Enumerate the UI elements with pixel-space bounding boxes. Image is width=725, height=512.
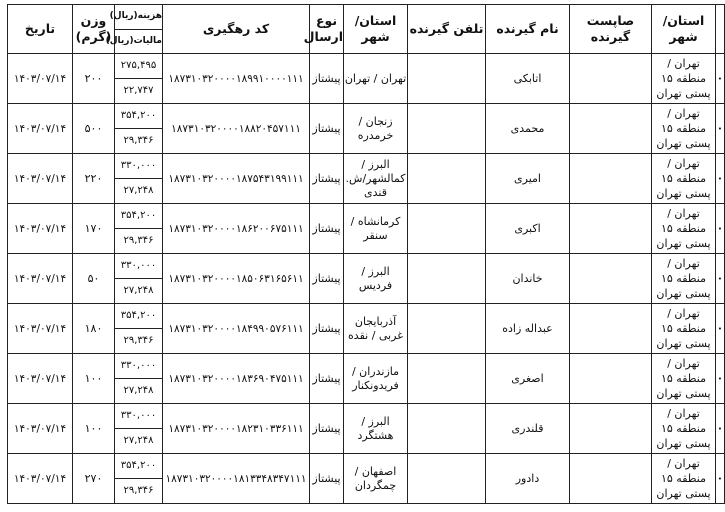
weight-cell: ۱۸۰ [73, 304, 115, 354]
phone-cell [408, 254, 486, 304]
tracking-code-cell: ۱۸۷۳۱۰۳۲۰۰۰۰۱۸۲۳۱۰۳۳۶۱۱۱ [163, 404, 310, 454]
cost-cell: ۳۵۴,۲۰۰ [115, 204, 163, 229]
sender-receiver-cell [570, 204, 652, 254]
tax-cell: ۲۷,۲۴۸ [115, 179, 163, 204]
tracking-code-cell: ۱۸۷۳۱۰۳۲۰۰۰۰۱۸۱۳۳۴۸۳۴۷۱۱۱ [163, 454, 310, 504]
weight-cell: ۱۷۰ [73, 204, 115, 254]
tracking-code-cell: ۱۸۷۳۱۰۳۲۰۰۰۰۱۸۶۲۰۰۶۷۵۱۱۱ [163, 204, 310, 254]
cost-cell: ۳۳۰,۰۰۰ [115, 404, 163, 429]
phone-cell [408, 204, 486, 254]
tax-cell: ۲۹,۳۴۶ [115, 229, 163, 254]
sender-receiver-cell [570, 254, 652, 304]
table-row [8, 404, 725, 429]
tax-cell: ۲۷,۲۴۸ [115, 379, 163, 404]
origin-cell: تهران / منطقه ۱۵ پستی تهران [652, 104, 716, 154]
row-marker: • [716, 354, 725, 404]
table-row [8, 304, 725, 329]
cost-cell: ۳۵۴,۲۰۰ [115, 454, 163, 479]
origin-cell: تهران / منطقه ۱۵ پستی تهران [652, 304, 716, 354]
date-header: تاریخ [8, 5, 73, 54]
phone-header: تلفن گیرنده [408, 5, 486, 54]
table-row [8, 154, 725, 179]
origin-cell: تهران / منطقه ۱۵ پستی تهران [652, 254, 716, 304]
origin-cell: تهران / منطقه ۱۵ پستی تهران [652, 354, 716, 404]
tax-header: مالیات(ریال) [115, 29, 163, 54]
weight-cell: ۲۲۰ [73, 154, 115, 204]
tracking-code-cell: ۱۸۷۳۱۰۳۲۰۰۰۰۱۸۷۵۴۳۱۹۹۱۱۱ [163, 154, 310, 204]
cost-cell: ۳۳۰,۰۰۰ [115, 254, 163, 279]
send-type-header: نوع ارسال [310, 5, 344, 54]
phone-cell [408, 54, 486, 104]
phone-cell [408, 354, 486, 404]
send-type-cell: پیشتاز [310, 454, 344, 504]
row-marker: • [716, 304, 725, 354]
destination-header: استان/ شهر [344, 5, 408, 54]
cost-cell: ۲۷۵,۴۹۵ [115, 54, 163, 79]
cost-cell: ۳۳۰,۰۰۰ [115, 154, 163, 179]
sender-receiver-cell [570, 54, 652, 104]
weight-cell: ۵۰ [73, 254, 115, 304]
phone-cell [408, 454, 486, 504]
date-cell: ۱۴۰۳/۰۷/۱۴ [8, 104, 73, 154]
send-type-cell: پیشتاز [310, 404, 344, 454]
send-type-cell: پیشتاز [310, 254, 344, 304]
shipment-table-container [7, 4, 724, 504]
sender-receiver-cell [570, 354, 652, 404]
row-marker: • [716, 54, 725, 104]
table-row [8, 54, 725, 79]
tracking-code-cell: ۱۸۷۳۱۰۳۲۰۰۰۰۱۸۸۲۰۴۵۷۱۱۱ [163, 104, 310, 154]
cost-cell: ۳۵۴,۲۰۰ [115, 104, 163, 129]
origin-cell: تهران / منطقه ۱۵ پستی تهران [652, 154, 716, 204]
date-cell: ۱۴۰۳/۰۷/۱۴ [8, 204, 73, 254]
destination-cell: البرز / هشتگرد [344, 404, 408, 454]
tax-cell: ۲۹,۳۴۶ [115, 129, 163, 154]
cost-header: هزینه(ریال) [115, 5, 163, 30]
destination-cell: البرز / کمالشهر/ش. قندی [344, 154, 408, 204]
recipient-name-header: نام گیرنده [486, 5, 570, 54]
weight-cell: ۲۷۰ [73, 454, 115, 504]
recipient-name-cell: محمدی [486, 104, 570, 154]
phone-cell [408, 304, 486, 354]
recipient-name-cell: اصغری [486, 354, 570, 404]
phone-cell [408, 104, 486, 154]
cost-cell: ۳۳۰,۰۰۰ [115, 354, 163, 379]
sender-receiver-cell [570, 104, 652, 154]
recipient-name-cell: دادور [486, 454, 570, 504]
phone-cell [408, 154, 486, 204]
tax-cell: ۲۷,۲۴۸ [115, 279, 163, 304]
date-cell: ۱۴۰۳/۰۷/۱۴ [8, 454, 73, 504]
date-cell: ۱۴۰۳/۰۷/۱۴ [8, 254, 73, 304]
date-cell: ۱۴۰۳/۰۷/۱۴ [8, 54, 73, 104]
origin-cell: تهران / منطقه ۱۵ پستی تهران [652, 454, 716, 504]
table-body [8, 54, 725, 504]
send-type-cell: پیشتاز [310, 154, 344, 204]
destination-cell: اصفهان / چمگردان [344, 454, 408, 504]
row-marker: • [716, 404, 725, 454]
destination-cell: البرز / فردیس [344, 254, 408, 304]
sender-receiver-cell [570, 304, 652, 354]
header-row [8, 5, 725, 30]
destination-cell: آذربایجان غربی / نقده [344, 304, 408, 354]
table-row [8, 104, 725, 129]
send-type-cell: پیشتاز [310, 354, 344, 404]
recipient-name-cell: اتابکی [486, 54, 570, 104]
destination-cell: مازندران / فریدونکنار [344, 354, 408, 404]
recipient-name-cell: قلندری [486, 404, 570, 454]
tracking-code-cell: ۱۸۷۳۱۰۳۲۰۰۰۰۱۸۵۰۶۳۱۶۵۶۱۱ [163, 254, 310, 304]
destination-cell: کرمانشاه / سنقر [344, 204, 408, 254]
tax-cell: ۲۲,۷۴۷ [115, 79, 163, 104]
date-cell: ۱۴۰۳/۰۷/۱۴ [8, 354, 73, 404]
sender-receiver-cell [570, 454, 652, 504]
tracking-code-header: کد رهگیری [163, 5, 310, 54]
recipient-name-cell: عبداله زاده [486, 304, 570, 354]
origin-header: استان/ شهر [652, 5, 716, 54]
tax-cell: ۲۹,۳۴۶ [115, 329, 163, 354]
sender-receiver-cell [570, 154, 652, 204]
recipient-name-cell: اکبری [486, 204, 570, 254]
send-type-cell: پیشتاز [310, 304, 344, 354]
recipient-name-cell: امیری [486, 154, 570, 204]
table-row [8, 354, 725, 379]
tax-cell: ۲۷,۲۴۸ [115, 429, 163, 454]
sender-receiver-header: صاپست گیرنده [570, 5, 652, 54]
weight-cell: ۵۰۰ [73, 104, 115, 154]
weight-cell: ۱۰۰ [73, 404, 115, 454]
sender-receiver-cell [570, 404, 652, 454]
origin-cell: تهران / منطقه ۱۵ پستی تهران [652, 204, 716, 254]
weight-header: وزن (گرم) [73, 5, 115, 54]
weight-cell: ۱۰۰ [73, 354, 115, 404]
shipment-table [7, 4, 725, 504]
recipient-name-cell: خاندان [486, 254, 570, 304]
tracking-code-cell: ۱۸۷۳۱۰۳۲۰۰۰۰۱۸۴۹۹۰۵۷۶۱۱۱ [163, 304, 310, 354]
row-marker: • [716, 154, 725, 204]
row-marker: • [716, 454, 725, 504]
row-marker: • [716, 104, 725, 154]
tracking-code-cell: ۱۸۷۳۱۰۳۲۰۰۰۰۱۸۹۹۱۰۰۰۰۱۱۱ [163, 54, 310, 104]
send-type-cell: پیشتاز [310, 54, 344, 104]
row-marker-header [716, 5, 725, 54]
table-row [8, 204, 725, 229]
destination-cell: تهران / تهران [344, 54, 408, 104]
date-cell: ۱۴۰۳/۰۷/۱۴ [8, 404, 73, 454]
date-cell: ۱۴۰۳/۰۷/۱۴ [8, 304, 73, 354]
send-type-cell: پیشتاز [310, 104, 344, 154]
date-cell: ۱۴۰۳/۰۷/۱۴ [8, 154, 73, 204]
weight-cell: ۲۰۰ [73, 54, 115, 104]
tracking-code-cell: ۱۸۷۳۱۰۳۲۰۰۰۰۱۸۳۶۹۰۴۷۵۱۱۱ [163, 354, 310, 404]
table-row [8, 254, 725, 279]
send-type-cell: پیشتاز [310, 204, 344, 254]
destination-cell: زنجان / خرمدره [344, 104, 408, 154]
origin-cell: تهران / منطقه ۱۵ پستی تهران [652, 54, 716, 104]
tax-cell: ۲۹,۳۴۶ [115, 479, 163, 504]
phone-cell [408, 404, 486, 454]
cost-cell: ۳۵۴,۲۰۰ [115, 304, 163, 329]
table-row [8, 454, 725, 479]
row-marker: • [716, 254, 725, 304]
origin-cell: تهران / منطقه ۱۵ پستی تهران [652, 404, 716, 454]
row-marker: • [716, 204, 725, 254]
